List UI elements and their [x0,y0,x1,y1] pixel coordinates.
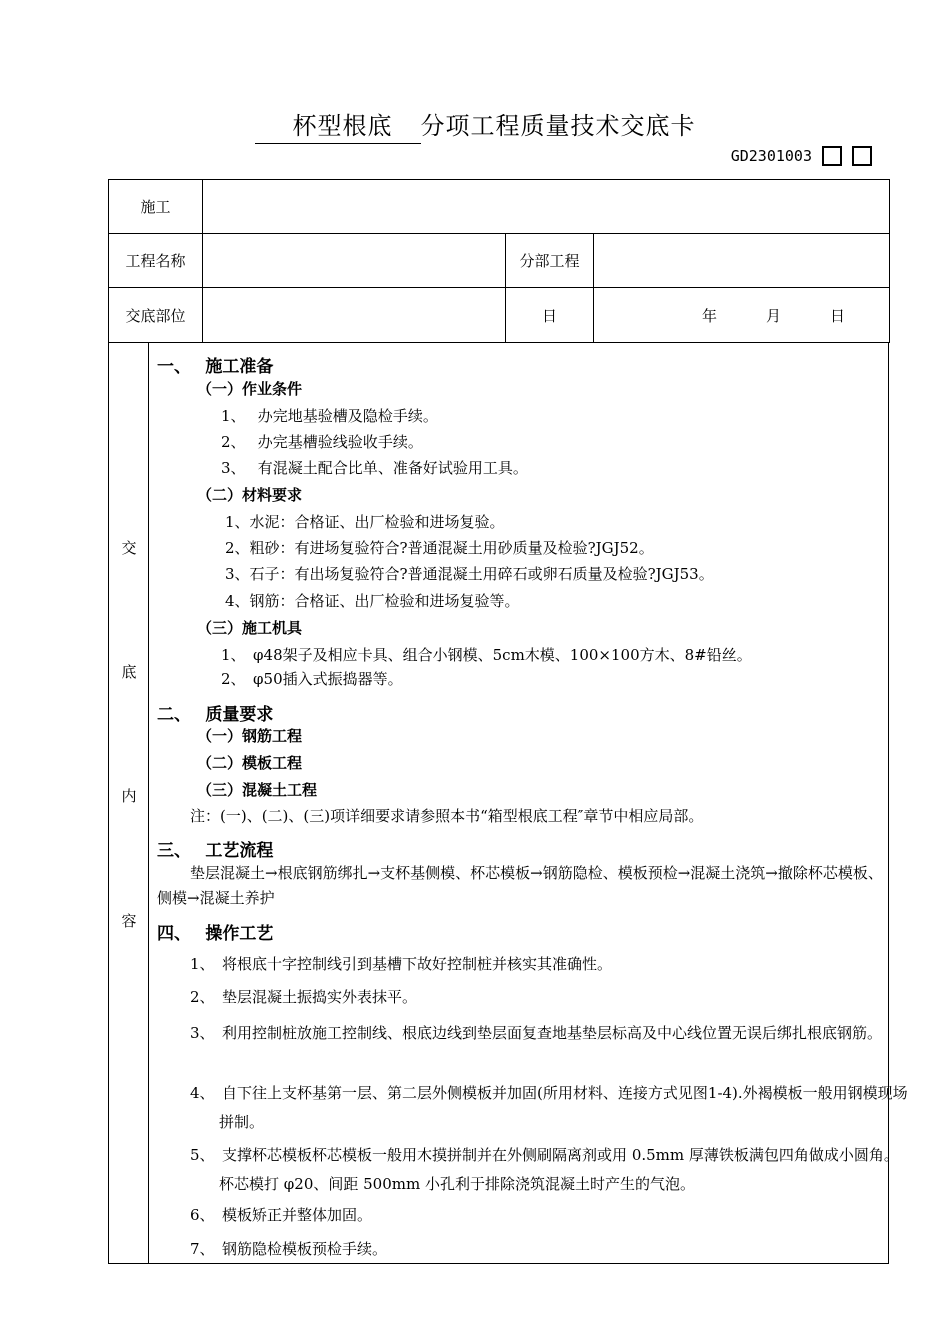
section-heading: 二、 质量要求 [157,705,274,725]
list-item: 2、 φ50插入式振捣器等。 [221,670,403,688]
side-label-char: 容 [121,912,137,930]
date-year: 年 [702,307,718,325]
list-item: 1、 φ48架子及相应卡具、组合小钢模、5cm木模、100×100方木、8#铅丝。 [221,646,752,664]
list-item: 6、 模板矫正并整体加固。 [190,1206,373,1224]
list-item: 3、 有混凝土配合比单、准备好试验用工具。 [221,459,528,477]
sub-heading: （三）混凝土工程 [197,781,318,799]
label-construction: 施工 [109,180,203,234]
side-label-char: 交 [121,539,137,557]
sub-heading: （一）钢筋工程 [197,727,303,745]
paragraph: 垫层混凝土→根底钢筋绑扎→支杯基侧模、杯芯模板→钢筋隐检、模板预检→混凝土浇筑→撤除杯芯模板、侧模→混凝土养护 [157,864,883,907]
field-project-name[interactable] [203,234,506,288]
field-date[interactable] [594,288,890,343]
list-item: 4、钢筋：合格证、出厂检验和进场复验等。 [225,592,520,610]
label-project-name: 工程名称 [109,234,203,288]
sub-heading: （二）材料要求 [197,486,303,504]
page-title [0,106,950,144]
title-project-name: 杯型根底 [255,106,421,144]
list-item: 3、 利用控制桩放施工控制线、根底边线到垫层面复查地基垫层标高及中心线位置无误后绑扎根底钢筋。 [190,1024,883,1042]
label-date: 日 [506,288,594,343]
date-month: 月 [766,307,782,325]
list-item: 3、石子：有出场复验符合?普通混凝土用碎石或卵石质量及检验?JGJ53。 [225,565,714,583]
form-code-text: GD2301003 [730,147,812,165]
list-item: 2、 办完基槽验线验收手续。 [221,433,423,451]
checkbox-1[interactable] [822,146,842,166]
side-label-char: 内 [121,787,137,805]
checkbox-2[interactable] [852,146,872,166]
section-heading: 三、 工艺流程 [157,841,274,861]
section-heading: 一、 施工准备 [157,357,274,377]
list-item: 2、粗砂：有进场复验符合?普通混凝土用砂质量及检验?JGJ52。 [225,539,654,557]
label-handover-part: 交底部位 [109,288,203,343]
list-item: 1、 将根底十字控制线引到基槽下故好控制桩并核实其准确性。 [190,955,613,973]
note: 注：(一)、(二)、(三)项详细要求请参照本书“箱型根底工程″章节中相应局部。 [190,807,704,825]
form-code [731,146,872,166]
content-section [108,342,908,1264]
field-handover-part[interactable] [203,288,506,343]
date-day: 日 [830,307,846,325]
sub-heading: （一）作业条件 [197,380,303,398]
sub-heading: （三）施工机具 [197,619,303,637]
field-construction[interactable] [203,180,890,234]
list-item: 5、 支撑杯芯模板杯芯模板一般用木摸拼制并在外侧刷隔离剂或用 0.5mm 厚薄铁板满包四角做成小圆角。杯芯模打 φ20、间距 500mm 小孔利于排除浇筑混凝土时产生的气泡。 [190,1146,899,1193]
title-rest: 分项工程质量技术交底卡 [420,112,696,140]
list-item: 4、 自下往上支杯基第一层、第二层外侧模板并加固(所用材料、连接方式见图1-4).外褐模板一般用钢模现场拼制。 [190,1084,908,1131]
list-item: 7、 钢筋隐检模板预检手续。 [190,1240,388,1258]
list-item: 1、水泥：合格证、出厂检验和进场复验。 [225,513,505,531]
list-item: 1、 办完地基验槽及隐检手续。 [221,407,438,425]
side-label-column [109,342,149,1263]
section-heading: 四、 操作工艺 [157,924,274,944]
side-label-char: 底 [121,663,137,681]
sub-heading: （二）模板工程 [197,754,303,772]
header-table [108,179,890,343]
field-sub-project[interactable] [594,234,890,288]
list-item: 2、 垫层混凝土振捣实外表抹平。 [190,988,418,1006]
label-sub-project: 分部工程 [506,234,594,288]
